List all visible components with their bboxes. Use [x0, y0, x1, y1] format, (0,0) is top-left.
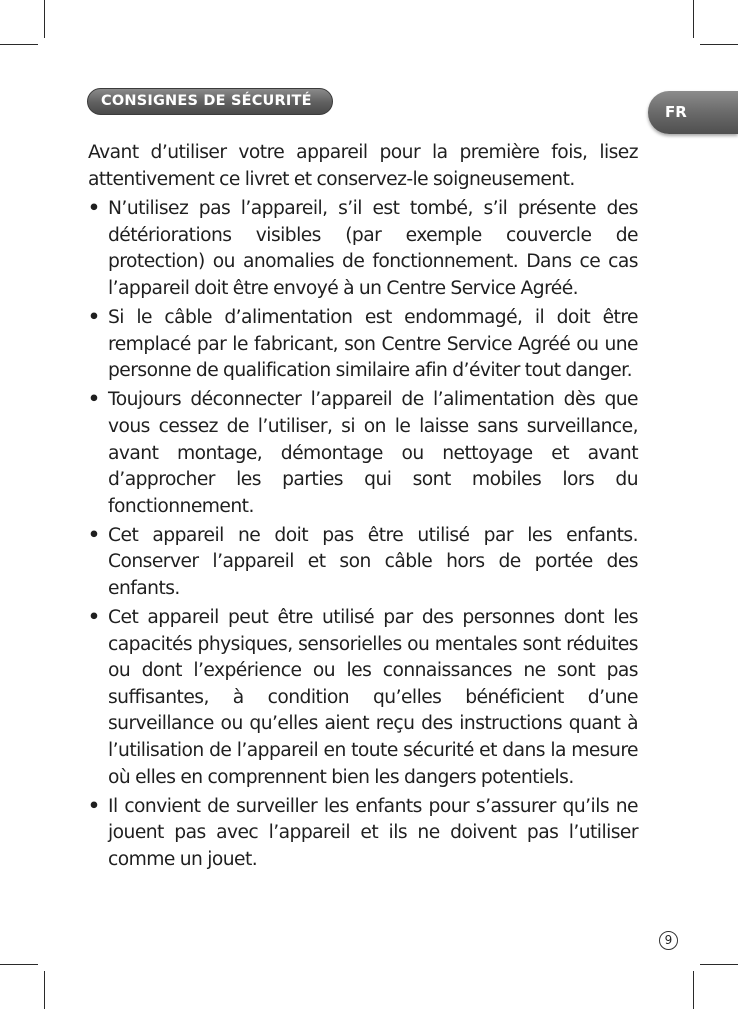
safety-instructions — [88, 140, 638, 876]
bullet-icon: • — [88, 307, 100, 329]
bullet-icon: • — [88, 524, 100, 546]
crop-mark-bottom-right-horizontal — [700, 964, 738, 965]
crop-mark-bottom-left-horizontal — [0, 964, 38, 965]
crop-mark-top-right-vertical — [693, 0, 694, 38]
list-item — [88, 387, 638, 520]
bullet-icon: • — [88, 198, 100, 220]
list-item — [88, 196, 638, 302]
crop-mark-top-right-horizontal — [700, 44, 738, 45]
list-item — [88, 523, 638, 603]
list-item-text: Toujours déconnecter l’appareil de l’alimentation dès que vous cessez de l’utiliser, si on le laisse sans surveillance, avant montage, démontage ou nettoyage et avant d’approcher les parties qui sont mobiles lors du fonctionnement. — [108, 389, 638, 517]
bullet-icon: • — [88, 607, 100, 629]
list-item — [88, 794, 638, 874]
list-item — [88, 305, 638, 385]
crop-mark-top-left-vertical — [44, 0, 45, 38]
instruction-list — [88, 196, 638, 873]
crop-mark-bottom-left-vertical — [44, 971, 45, 1009]
bullet-icon: • — [88, 389, 100, 411]
list-item-text: Cet appareil ne doit pas être utilisé par les enfants. Conserver l’appareil et son câble hors de portée des enfants. — [108, 524, 638, 599]
list-item-text: Si le câble d’alimentation est endommagé, il doit être remplacé par le fabricant, son Centre Service Agréé ou une personne de qualification similaire afin d’éviter tout danger. — [108, 307, 638, 382]
crop-mark-top-left-horizontal — [0, 44, 38, 45]
section-title: CONSIGNES DE SÉCURITÉ — [87, 88, 333, 115]
list-item — [88, 605, 638, 791]
list-item-text: Il convient de surveiller les enfants pour s’assurer qu’ils ne jouent pas avec l’appareil et ils ne doivent pas l’utiliser comme un jouet. — [108, 795, 638, 870]
language-tab: FR — [648, 91, 738, 134]
intro-paragraph: Avant d’utiliser votre appareil pour la première fois, lisez attentivement ce livret et conservez-le soigneusement. — [88, 142, 638, 190]
page-number: 9 — [659, 931, 678, 950]
list-item-text: Cet appareil peut être utilisé par des personnes dont les capacités physiques, sensorielles ou mentales sont réduites ou dont l’expérience ou les connaissances ne sont pas suffisantes, à condition qu’elles bénéficient d’une surveillance ou qu’elles aient reçu des instructions quant à l’utilisation de l’appareil en toute sécurité et dans la mesure où elles en comprennent bien les dangers potentiels. — [108, 607, 638, 788]
list-item-text: N’utilisez pas l’appareil, s’il est tombé, s’il présente des détériorations visibles (par exemple couvercle de protection) ou anomalies de fonctionnement. Dans ce cas l’appareil doit être envoyé à un Centre Service Agréé. — [108, 198, 638, 299]
crop-mark-bottom-right-vertical — [693, 971, 694, 1009]
bullet-icon: • — [88, 795, 100, 817]
